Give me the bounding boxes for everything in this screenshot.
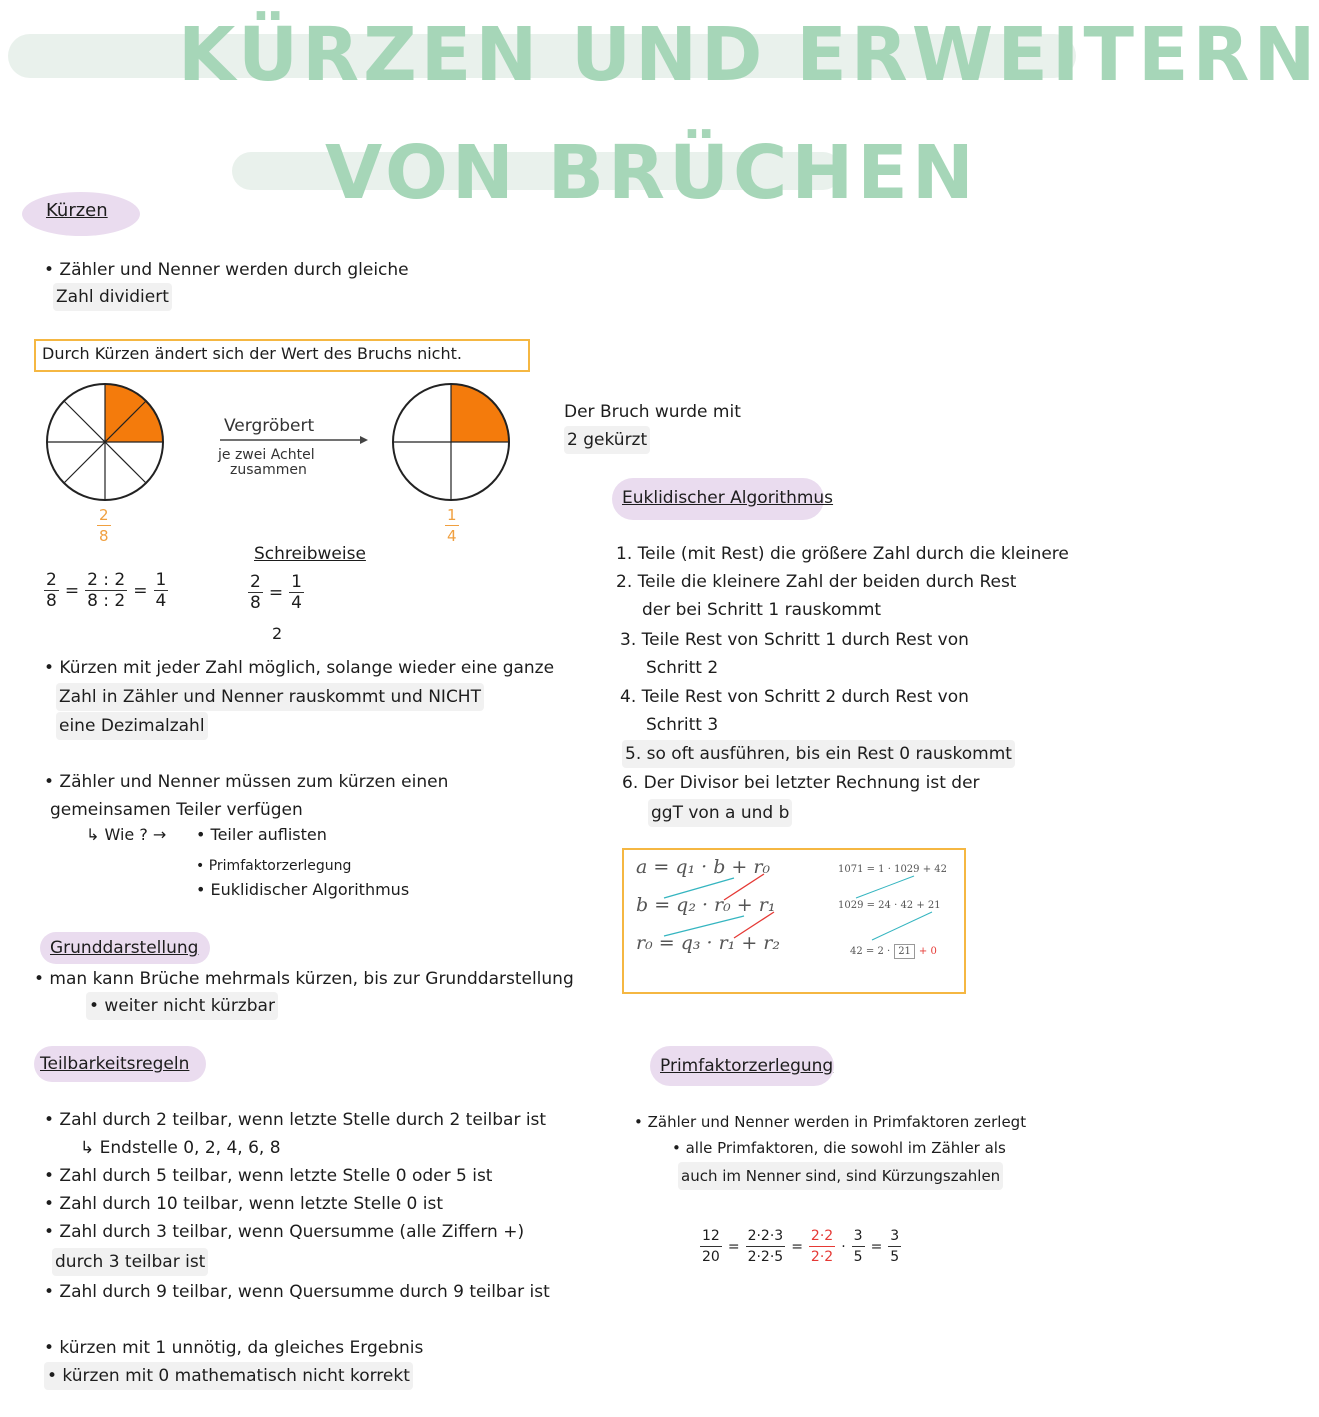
grunddarstellung-line1: • man kann Brüche mehrmals kürzen, bis zur Grunddarstellung: [34, 969, 574, 989]
euklid-step-3b: Schritt 2: [646, 658, 719, 678]
heading-primfaktor: Primfaktorzerlegung: [660, 1056, 834, 1076]
pf-fraction-3: $\frac{2\cdot 2}{2\cdot 2}$: [810, 1228, 834, 1265]
heading-teilbarkeit: Teilbarkeitsregeln: [40, 1054, 190, 1074]
teilbarkeit-line-3: • Zahl durch 5 teilbar, wenn letzte Stelle 0 oder 5 ist: [44, 1166, 493, 1186]
euklid-step-6b: ggT von a und b: [648, 799, 792, 827]
schreibweise-calculation: $\frac{2}{8}$ = $\frac{1}{4}$: [250, 572, 302, 613]
teilbarkeit-line-5: • Zahl durch 3 teilbar, wenn Quersumme (alle Ziffern +): [44, 1222, 525, 1242]
euklid-step-2: 2. Teile die kleinere Zahl der beiden durch Rest: [616, 572, 1017, 592]
euklid-example-1: 1071 = 1 · 1029 + 42: [838, 864, 947, 875]
schreibweise-fraction-2: $\frac{1}{4}$: [291, 572, 302, 613]
note-right-line1: Der Bruch wurde mit: [564, 402, 741, 422]
circle-quarters: [393, 384, 509, 500]
page-title-line1: KÜRZEN UND ERWEITERN: [178, 12, 1319, 98]
pf-fraction-4: $\frac{3}{5}$: [853, 1228, 863, 1265]
kuerzen-bullet1-line2: Zahl dividiert: [53, 283, 172, 311]
pf-fraction-1: $\frac{12}{20}$: [702, 1228, 720, 1265]
right-circle-fraction: $\frac{1}{4}$: [447, 506, 457, 545]
euklid-formula-2: b = q₂ · r₀ + r₁: [636, 894, 776, 916]
kuerzen-bullet1-line1: • Zähler und Nenner werden durch gleiche: [44, 260, 409, 280]
teilbarkeit-line-1: • Zahl durch 2 teilbar, wenn letzte Stelle durch 2 teilbar ist: [44, 1110, 547, 1130]
euklid-example-2: 1029 = 24 · 42 + 21: [838, 900, 941, 911]
kuerzen-extra-2: • kürzen mit 0 mathematisch nicht korrekt: [44, 1362, 413, 1390]
kuerzen-boxed-note-text: Durch Kürzen ändert sich der Wert des Bruchs nicht.: [42, 344, 462, 363]
arrow-sub2: zusammen: [230, 462, 307, 478]
teilbarkeit-line-4: • Zahl durch 10 teilbar, wenn letzte Stelle 0 ist: [44, 1194, 444, 1214]
calc-fraction-1: $\frac{2}{8}$: [46, 570, 57, 611]
wie-item-2: • Primfaktorzerlegung: [196, 858, 352, 874]
wie-item-1: • Teiler auflisten: [196, 825, 327, 844]
teilbarkeit-line-2: ↳ Endstelle 0, 2, 4, 6, 8: [80, 1138, 281, 1158]
euklid-step-4: 4. Teile Rest von Schritt 2 durch Rest von: [620, 687, 969, 707]
euklid-formula-3: r₀ = q₃ · r₁ + r₂: [636, 932, 780, 954]
heading-euklid: Euklidischer Algorithmus: [622, 488, 834, 508]
kuerzen-bullet2-line2: Zahl in Zähler und Nenner rauskommt und NICHT: [56, 683, 484, 711]
wie-label: ↳ Wie ? →: [86, 825, 167, 844]
circle-eighths: [47, 384, 163, 500]
kuerzen-extra-1: • kürzen mit 1 unnötig, da gleiches Ergebnis: [44, 1338, 424, 1358]
euklid-step-6: 6. Der Divisor bei letzter Rechnung ist der: [622, 773, 980, 793]
heading-grunddarstellung: Grunddarstellung: [50, 938, 199, 958]
primfaktor-line3: auch im Nenner sind, sind Kürzungszahlen: [678, 1162, 1003, 1190]
kuerzen-bullet2-line3: eine Dezimalzahl: [56, 712, 208, 740]
teilbarkeit-line-7: • Zahl durch 9 teilbar, wenn Quersumme durch 9 teilbar ist: [44, 1282, 550, 1302]
heading-kuerzen: Kürzen: [46, 200, 108, 221]
left-circle-fraction: $\frac{2}{8}$: [99, 506, 109, 545]
euklid-step-2b: der bei Schritt 1 rauskommt: [642, 600, 882, 620]
calc-fraction-2: $\frac{2 : 2}{8 : 2}$: [87, 570, 126, 611]
schreibweise-fraction-1: $\frac{2}{8}$: [250, 572, 261, 613]
schreibweise-divisor: 2: [272, 624, 283, 643]
kuerzen-bullet3-line1: • Zähler und Nenner müssen zum kürzen einen: [44, 772, 449, 792]
primfaktor-line2: • alle Primfaktoren, die sowohl im Zähler als: [672, 1139, 1006, 1157]
kuerzen-bullet3-line2: gemeinsamen Teiler verfügen: [50, 800, 303, 820]
euklid-example-3: 42 = 2 · 21 + 0: [850, 946, 937, 957]
arrow-label: Vergröbert: [224, 416, 315, 436]
primfaktor-line1: • Zähler und Nenner werden in Primfaktoren zerlegt: [634, 1113, 1027, 1131]
note-right-line2: 2 gekürzt: [564, 426, 650, 454]
schreibweise-label: Schreibweise: [254, 544, 366, 564]
pf-fraction-2: $\frac{2\cdot 2\cdot 3}{2\cdot 2\cdot 5}$: [747, 1228, 784, 1265]
kuerzen-bullet2-line1: • Kürzen mit jeder Zahl möglich, solange wieder eine ganze: [44, 658, 555, 678]
teilbarkeit-line-6: durch 3 teilbar ist: [52, 1248, 208, 1276]
euklid-step-5: 5. so oft ausführen, bis ein Rest 0 rauskommt: [622, 740, 1015, 768]
primfaktor-example: $\frac{12}{20}$ = $\frac{2\cdot 2\cdot 3}{2\cdot 2\cdot 5}$ = $\frac{2\cdot 2}{2\cdot 2}$ · $\frac{3}{5}$ = $\frac{3}{5}$: [702, 1228, 900, 1265]
euklid-step-1: 1. Teile (mit Rest) die größere Zahl durch die kleinere: [616, 544, 1069, 564]
pf-fraction-5: $\frac{3}{5}$: [890, 1228, 900, 1265]
euklid-formula-1: a = q₁ · b + r₀: [636, 856, 771, 878]
euklid-step-3: 3. Teile Rest von Schritt 1 durch Rest von: [620, 630, 969, 650]
euklid-step-4b: Schritt 3: [646, 715, 719, 735]
kuerzen-calculation: $\frac{2}{8}$ = $\frac{2 : 2}{8 : 2}$ = $\frac{1}{4}$: [46, 570, 167, 611]
wie-item-3: • Euklidischer Algorithmus: [196, 880, 410, 899]
page-title-line2: VON BRÜCHEN: [325, 130, 978, 216]
calc-fraction-3: $\frac{1}{4}$: [155, 570, 167, 611]
arrow-sub1: je zwei Achtel: [218, 447, 315, 463]
grunddarstellung-line2: • weiter nicht kürzbar: [86, 992, 278, 1020]
